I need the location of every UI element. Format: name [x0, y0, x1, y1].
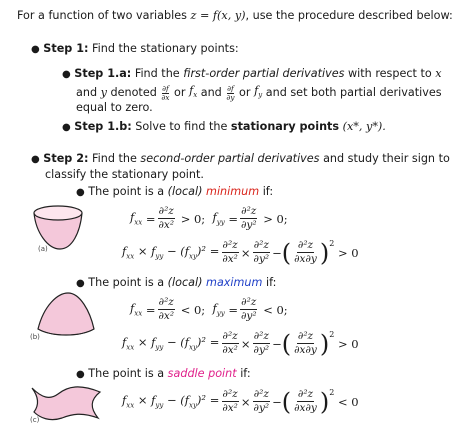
intro-text-a: For a function of two variables [17, 9, 187, 22]
d2z-dx2-fraction: $\frac{\text{∂²z}}{\text{∂x²}}$ [222, 330, 238, 356]
intro-function: z = f(x, y) [190, 9, 246, 22]
max-text-b: if: [265, 276, 277, 289]
bullet: ● [62, 122, 71, 133]
step1-text: Find the stationary points: [92, 42, 239, 55]
gt-zero-2: > 0; [263, 211, 288, 226]
min-second-derivatives: $f_{xx}$ = $\frac{\text{∂²z}}{\text{∂x²}}$ > 0; $f_{yy}$ = $\frac{\text{∂²z}}{\text{∂y²}}$ > 0; [130, 205, 288, 231]
lt-zero-2: < 0; [263, 302, 288, 317]
bullet: ● [31, 154, 40, 165]
min-text-b: if: [262, 185, 274, 198]
minus-sign: − [272, 245, 282, 260]
label-a: (a) [38, 245, 48, 253]
min-text-a: The point is a [88, 185, 165, 198]
d2z-dy2-fraction: $\frac{\text{∂²z}}{\text{∂y²}}$ [253, 239, 270, 265]
paren-close: ) [319, 387, 330, 416]
var-y: y [100, 86, 107, 100]
label-c: (c) [30, 416, 40, 424]
d2z-dy2-fraction: $\frac{\text{∂²z}}{\text{∂y²}}$ [240, 205, 257, 231]
step1a-title: Step 1.a: [74, 67, 132, 80]
df-dy-fraction: $\frac{\partial f}{\partial y}$ [226, 83, 235, 102]
gt-zero-final: > 0 [337, 336, 359, 351]
step1a-text-b: with respect to [348, 67, 432, 80]
and-text-2: and [200, 86, 222, 100]
bullet: ● [76, 278, 85, 289]
bullet: ● [62, 69, 71, 80]
step1a-emph: first-order partial derivatives [183, 67, 345, 80]
d2z-dxdy-fraction: $\frac{\text{∂²z}}{\partial x\partial y}$ [294, 239, 317, 265]
or-text-2: or [239, 86, 251, 100]
min-hessian-condition: $f_{xx} \times f_{yy} - (f_{xy})^2$ = $\frac{\text{∂²z}}{\text{∂x²}}$ × $\frac{\text{∂²z}}{\text{∂y²}}$ − ( $\frac{\text{∂²z}}{\partial x\partial y}$ ) $^2$ > 0 [122, 238, 359, 267]
step2-text-b: and study their sign to [323, 152, 450, 165]
max-local: (local) [167, 276, 203, 289]
times-sign: × [240, 245, 251, 260]
max-hessian-condition: $f_{xx} \times f_{yy} - (f_{xy})^2$ = $\frac{\text{∂²z}}{\text{∂x²}}$ × $\frac{\text{∂²z}}{\text{∂y²}}$ − ( $\frac{\text{∂²z}}{\partial x\partial y}$ ) $^2$ > 0 [122, 329, 359, 358]
d2z-dxdy-fraction: $\frac{\text{∂²z}}{\partial x\partial y}$ [294, 330, 317, 356]
gt-zero: > 0; [180, 211, 206, 226]
minimum-line [76, 185, 273, 200]
step1a-text-c: and set both partial derivatives [265, 86, 442, 100]
max-word: maximum [206, 276, 263, 289]
minus-sign: − [272, 394, 282, 409]
minus-sign: − [272, 336, 282, 351]
fx-symbol: $f_x$ [189, 84, 198, 100]
step2-text-a: Find the [92, 152, 137, 165]
times-sign: × [240, 336, 251, 351]
lt-zero: < 0; [180, 302, 206, 317]
hessian-lhs: $f_{xx} \times f_{yy} - (f_{xy})^2$ = [122, 244, 220, 261]
hessian-lhs: $f_{xx} \times f_{yy} - (f_{xy})^2$ = [122, 393, 220, 410]
d2z-dy2-fraction: $\frac{\text{∂²z}}{\text{∂y²}}$ [253, 388, 270, 414]
max-text-a: The point is a [88, 276, 165, 289]
bullet: ● [31, 44, 40, 55]
paren-open: ( [281, 329, 292, 358]
denoted-text: denoted [110, 86, 157, 100]
or-text: or [174, 86, 186, 100]
max-second-derivatives: $f_{xx}$ = $\frac{\text{∂²z}}{\text{∂x²}}$ < 0; $f_{yy}$ = $\frac{\text{∂²z}}{\text{∂y²}}$ < 0; [130, 296, 288, 322]
paren-open: ( [281, 238, 292, 267]
step1a-line1 [62, 67, 442, 82]
intro-text-b: , use the procedure described below: [245, 9, 453, 22]
fyy-symbol: $f_{yy}$ [212, 210, 225, 227]
bullet: ● [76, 187, 85, 198]
step1b-line [62, 120, 386, 135]
saddle-text-a: The point is a [88, 367, 165, 380]
step1b-strong: stationary points [230, 120, 340, 133]
intro-line [17, 9, 453, 23]
step1a-text-a: Find the [134, 67, 180, 80]
saddle-hessian-condition: $f_{xx} \times f_{yy} - (f_{xy})^2$ = $\frac{\text{∂²z}}{\text{∂x²}}$ × $\frac{\text{∂²z}}{\text{∂y²}}$ − ( $\frac{\text{∂²z}}{\partial x\partial y}$ ) $^2$ < 0 [122, 387, 359, 416]
step1a-line3: equal to zero. [76, 101, 153, 114]
fyy-symbol: $f_{yy}$ [212, 301, 225, 318]
paren-close: ) [319, 329, 330, 358]
label-b: (b) [30, 333, 40, 341]
stationary-point: (x*, y*). [342, 120, 386, 133]
paren-close: ) [319, 238, 330, 267]
fy-symbol: $f_y$ [254, 84, 263, 100]
d2z-dxdy-fraction: $\frac{\text{∂²z}}{\partial x\partial y}$ [294, 388, 317, 414]
d2z-dx2-fraction: $\frac{\text{∂²z}}{\text{∂x²}}$ [158, 296, 175, 322]
d2z-dx2-fraction: $\frac{\text{∂²z}}{\text{∂x²}}$ [158, 205, 175, 231]
step2-title: Step 2: [43, 152, 89, 165]
hill-illustration-icon [34, 289, 98, 341]
step2-line2: classify the stationary point. [45, 168, 204, 181]
saddle-illustration-icon [28, 378, 104, 424]
step2-line1 [31, 152, 450, 167]
min-word: minimum [206, 185, 260, 198]
saddle-text-b: if: [240, 367, 251, 380]
and-text: and [76, 86, 98, 100]
step1b-title: Step 1.b: [74, 120, 132, 133]
d2z-dy2-fraction: $\frac{\text{∂²z}}{\text{∂y²}}$ [253, 330, 270, 356]
bullet: ● [76, 369, 85, 380]
step1-line [31, 42, 239, 57]
fxx-symbol: $f_{xx}$ [130, 210, 143, 227]
hessian-lhs: $f_{xx} \times f_{yy} - (f_{xy})^2$ = [122, 335, 220, 352]
times-sign: × [240, 394, 251, 409]
gt-zero-final: > 0 [337, 245, 359, 260]
d2z-dx2-fraction: $\frac{\text{∂²z}}{\text{∂x²}}$ [222, 239, 238, 265]
d2z-dy2-fraction: $\frac{\text{∂²z}}{\text{∂y²}}$ [240, 296, 257, 322]
step2-emph: second-order partial derivatives [140, 152, 320, 165]
step1a-line2 [76, 84, 442, 102]
min-local: (local) [167, 185, 203, 198]
paren-open: ( [281, 387, 292, 416]
lt-zero-final: < 0 [337, 394, 359, 409]
step1-title: Step 1: [43, 42, 89, 55]
df-dx-fraction: $\frac{\partial f}{\partial x}$ [161, 83, 170, 102]
var-x: x [435, 67, 442, 80]
saddle-word: saddle point [167, 367, 237, 380]
step1b-text: Solve to find the [135, 120, 228, 133]
fxx-symbol: $f_{xx}$ [130, 301, 143, 318]
d2z-dx2-fraction: $\frac{\text{∂²z}}{\text{∂x²}}$ [222, 388, 238, 414]
maximum-line [76, 276, 276, 291]
